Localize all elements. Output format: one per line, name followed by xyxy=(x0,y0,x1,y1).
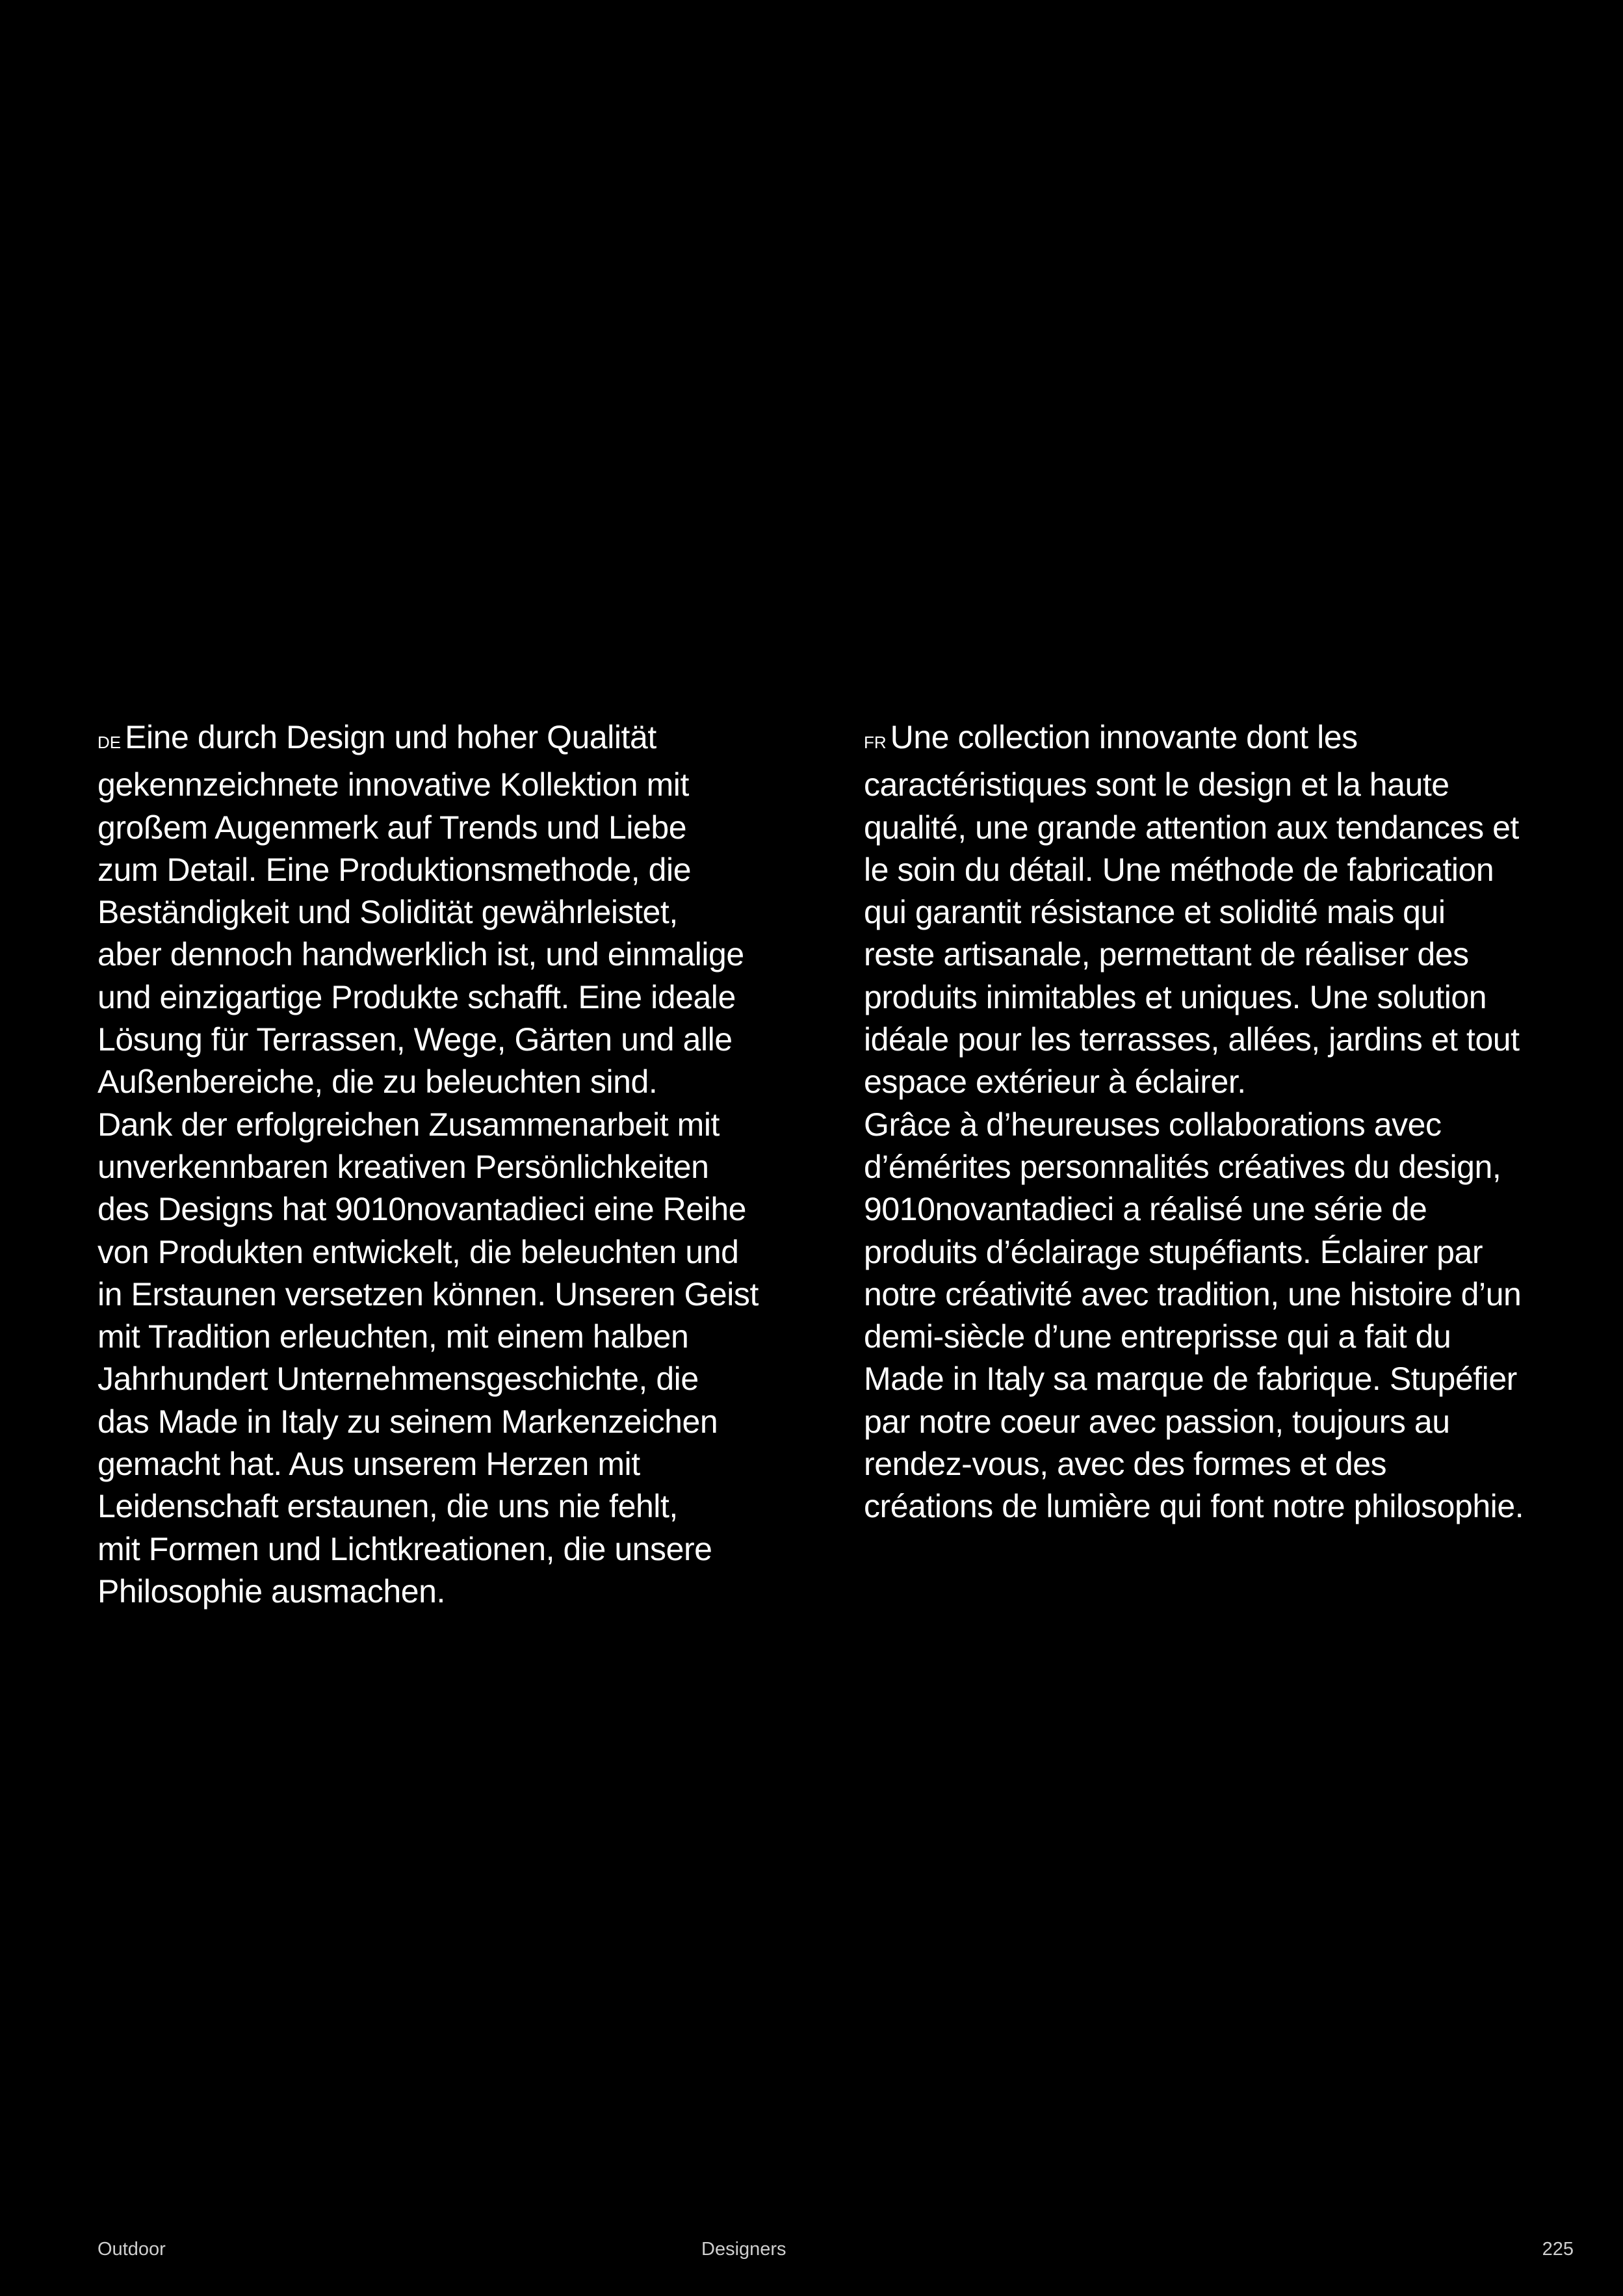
german-line-1 xyxy=(97,716,819,764)
german-line: und einzigartige Produkte schafft. Eine ideale xyxy=(97,978,736,1015)
french-line: le soin du détail. Une méthode de fabrication xyxy=(864,851,1494,888)
french-line: Made in Italy sa marque de fabrique. Stupéfier xyxy=(864,1361,1517,1398)
french-line: qualité, une grande attention aux tendances et xyxy=(864,809,1519,846)
french-line: produits inimitables et uniques. Une solution xyxy=(864,978,1487,1015)
german-line: mit Formen und Lichtkreationen, die unsere xyxy=(97,1530,712,1567)
french-line: Grâce à d’heureuses collaborations avec xyxy=(864,1106,1442,1143)
german-line: großem Augenmerk auf Trends und Liebe xyxy=(97,809,687,846)
page-number: 225 xyxy=(1542,2239,1574,2260)
french-line: rendez-vous, avec des formes et des xyxy=(864,1446,1387,1483)
french-line: idéale pour les terrasses, allées, jardins et tout xyxy=(864,1021,1520,1058)
french-line: demi-siècle d’une entreprisse qui a fait du xyxy=(864,1318,1451,1355)
french-line: notre créativité avec tradition, une histoire d’un xyxy=(864,1275,1522,1312)
german-line: Dank der erfolgreichen Zusammenarbeit mit xyxy=(97,1106,720,1143)
footer-section-label: Outdoor xyxy=(97,2239,166,2260)
german-line: das Made in Italy zu seinem Markenzeichen xyxy=(97,1403,718,1440)
german-text-column xyxy=(97,716,819,1613)
french-line-1 xyxy=(864,716,1592,764)
german-line: Jahrhundert Unternehmensgeschichte, die xyxy=(97,1361,699,1398)
french-line-1-text: Une collection innovante dont les xyxy=(890,719,1358,755)
french-line: caractéristiques sont le design et la haute xyxy=(864,766,1449,803)
german-line: Außenbereiche, die zu beleuchten sind. xyxy=(97,1063,658,1101)
german-line: unverkennbaren kreativen Persönlichkeiten xyxy=(97,1148,709,1185)
french-line: produits d’éclairage stupéfiants. Éclairer par xyxy=(864,1233,1483,1270)
german-line: Beständigkeit und Solidität gewährleistet, xyxy=(97,894,678,931)
french-line: créations de lumière qui font notre philosophie. xyxy=(864,1488,1524,1525)
german-line: von Produkten entwickelt, die beleuchten und xyxy=(97,1233,739,1270)
french-line: 9010novantadieci a réalisé une série de xyxy=(864,1191,1427,1228)
french-language-tag: FR xyxy=(864,733,887,752)
french-line: d’émérites personnalités créatives du design, xyxy=(864,1148,1501,1185)
german-line-1-text: Eine durch Design und hoher Qualität xyxy=(125,719,656,755)
french-line: espace extérieur à éclairer. xyxy=(864,1063,1246,1101)
german-line: Philosophie ausmachen. xyxy=(97,1572,445,1610)
footer-chapter-label: Designers xyxy=(701,2239,786,2260)
german-line: gemacht hat. Aus unserem Herzen mit xyxy=(97,1446,640,1483)
french-text-column xyxy=(864,716,1592,1528)
german-line: zum Detail. Eine Produktionsmethode, die xyxy=(97,851,692,888)
french-line: par notre coeur avec passion, toujours au xyxy=(864,1403,1450,1440)
german-line: in Erstaunen versetzen können. Unseren Geist xyxy=(97,1275,759,1312)
german-line: aber dennoch handwerklich ist, und einmalige xyxy=(97,936,744,973)
french-line: reste artisanale, permettant de réaliser des xyxy=(864,936,1469,973)
german-line: Leidenschaft erstaunen, die uns nie fehlt, xyxy=(97,1488,678,1525)
french-line: qui garantit résistance et solidité mais qui xyxy=(864,894,1446,931)
german-language-tag: DE xyxy=(97,733,122,752)
german-line: gekennzeichnete innovative Kollektion mit xyxy=(97,766,689,803)
german-line: mit Tradition erleuchten, mit einem halben xyxy=(97,1318,689,1355)
german-line: des Designs hat 9010novantadieci eine Reihe xyxy=(97,1191,747,1228)
german-line: Lösung für Terrassen, Wege, Gärten und alle xyxy=(97,1021,733,1058)
